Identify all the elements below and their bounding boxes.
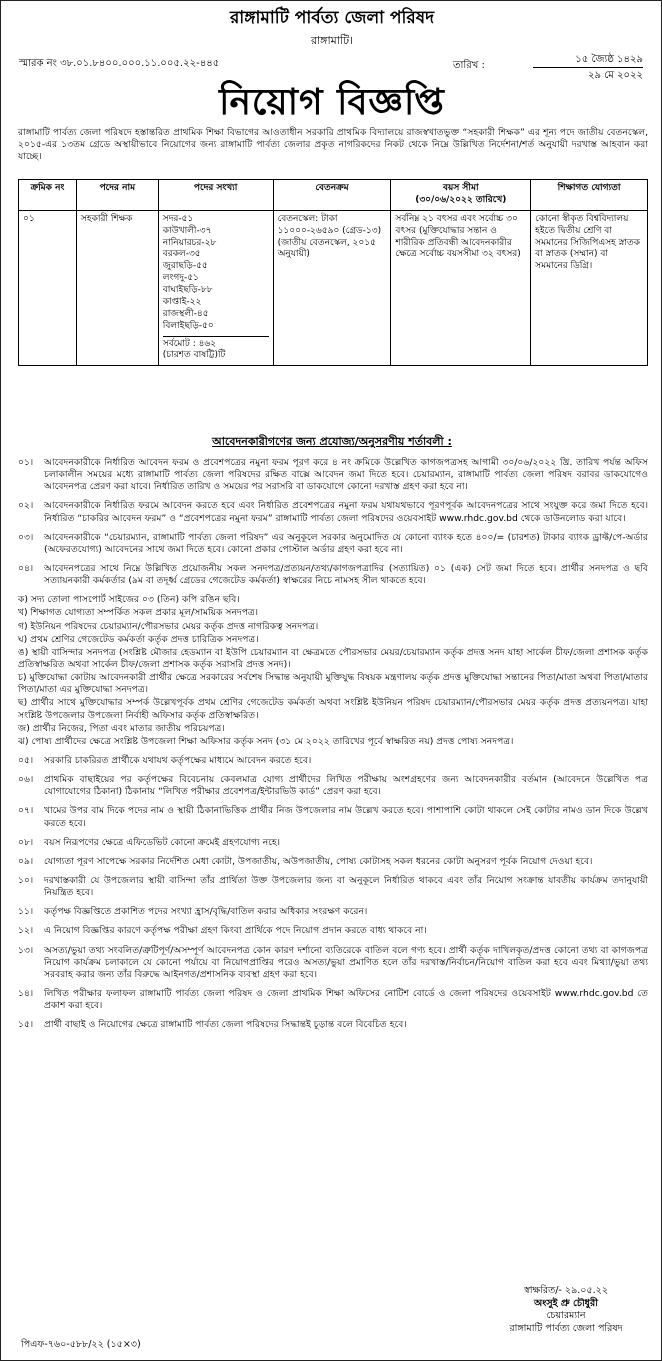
condition-number: ০১।: [18, 457, 34, 468]
date-english: ২৯ মে ২০২২: [588, 70, 643, 81]
count-line: বাঘাইছড়ি-৮৮: [162, 285, 213, 295]
signature-block: [481, 1285, 651, 1335]
condition-number: ০২।: [18, 500, 34, 512]
condition-text: খামের উপর বাম দিকে পদের নাম ও স্থায়ী ঠিকানাভিত্তিক প্রার্থীর নিজ উপজেলার নাম উল্লেখ করতে হবে। পাশাপাশি কোটা থাকলে সেই কোটার নামও ডান দিকে উল্লেখ করতে হবে।: [44, 805, 648, 829]
col-count: পদের সংখ্যা: [158, 180, 273, 211]
sub-item: জ) প্রার্থীর নিজের, পিতা এবং মাতার জাতীয় পরিচয়পত্র।: [18, 722, 225, 734]
condition-item: [18, 837, 648, 849]
condition-item: [18, 755, 648, 767]
col-age: [391, 180, 531, 211]
notice-title: নিয়োগ বিজ্ঞপ্তি: [219, 81, 445, 123]
signatory-office: রাঙ্গামাটি পার্বত্য জেলা পরিষদ: [509, 1322, 623, 1334]
condition-item: [18, 563, 648, 587]
conditions-title: আবেদনকারীগণের জন্য প্রযোজ্য/অনুসরণীয় শর্তাবলী :: [212, 435, 452, 448]
condition-text: অসত্য/ভুয়া তথ্য সংবলিত/ত্রুটিপূর্ণ/অসম্পূর্ণ আবেদনপত্র কোন কারণ দর্শানো ব্যতিরেকে বাতিল বলে গণ্য হবে। প্রার্থী কর্তৃক দাখিলকৃত/প্রদত্ত কোনো তথ্য বা কাগজপত্র নিয়োগ কার্যক্রম চলাকালে যে কোনো পর্যায়ে বা নিয়োগপ্রাপ্তির পরেও অসত্য/ভুয়া প্রমাণিত হলে তাঁর দরখাস্ত/নির্বাচন/নিয়োগ বাতিল করা হবে এবং মিথ্যা/ভুয়া তথ্য সরবরাহ করার জন্য তাঁর বিরুদ্ধে আইনগত/প্রশাসনিক ব্যবস্থা গ্রহণ করা হবে।: [44, 944, 648, 980]
count-line: নানিয়ারচর-২৮: [162, 237, 217, 248]
condition-text: দরখাস্তকারী যে উপজেলার স্থায়ী বাসিন্দা তাঁর প্রার্থিতা উক্ত উপজেলার জন্য বা অনুকূলে নির্ধারিত থাকবে এবং তাঁর নিয়োগ সংক্রান্ত যাবতীয় কার্যক্রম তদানুযায়ী নিয়ন্ত্রিত হবে।: [44, 874, 648, 899]
date-bangla: ১৫ জ্যৈষ্ঠ ১৪২৯: [533, 53, 643, 68]
count-total-block: [163, 336, 269, 363]
condition-text: প্রার্থী বাছাই ও নিয়োগের ক্ষেত্রে রাঙ্গামাটি পার্বত্য জেলা পরিষদের সিদ্ধান্তই চূড়ান্ত বলে বিবেচিত হবে।: [44, 1019, 407, 1031]
signed-date: স্বাক্ষরিত/- ২৯.০৫.২২: [523, 1285, 609, 1296]
col-salary: বেতনক্রম: [273, 180, 391, 211]
col-serial: ক্রমিক নং: [19, 180, 77, 211]
condition-item: [18, 988, 648, 1012]
condition-text: সরকারি চাকরিরত প্রার্থীকে যথাযথ কর্তৃপক্ষের মাধ্যমে আবেদন করতে হবে।: [44, 754, 312, 766]
signatory-name: অংসুই প্রু চৌধুরী: [534, 1297, 598, 1309]
condition-number: ০৭।: [18, 805, 34, 817]
condition-item: [18, 906, 648, 918]
condition-text: যোগ্যতা পূরণ সাপেক্ষে সরকার নির্দেশিত মেধা কোটা, উপজাতীয়, অউপজাতীয়, পোষ্য কোটাসহ সকল ধরনের কোটা অনুসরণ পূর্বক নিয়োগ দেওয়া হবে।: [44, 855, 593, 867]
sub-item: ঙ) স্থায়ী বাসিন্দার সনদপত্র (সংশ্লিষ্ট মৌজার হেডম্যান বা ইউপি চেয়ারম্যান বা ক্ষেত্রমতে পৌরসভার মেয়র/চেয়ারম্যান কর্তৃক প্রদত্ত সনদ যাহা সার্কেল চীফ/জেলা প্রশাসক কর্তৃক প্রতিস্বাক্ষরিত অথবা সার্কেল চীফ/জেলা প্রশাসক কর্তৃক সরাসরি প্রদত্ত সনদ)।: [18, 646, 648, 670]
condition-item: [18, 774, 648, 798]
sub-item: ক) সদ্য তোলা পাসপোর্ট সাইজের ০৩ (তিন) কপি রঙিন ছবি।: [18, 594, 240, 606]
table-row: [19, 210, 648, 366]
condition-item: [18, 457, 648, 493]
condition-number: ১০।: [18, 874, 34, 886]
condition-number: ০৫।: [18, 754, 34, 766]
sub-item: ছ) প্রার্থীর সাথে মুক্তিযোদ্ধার সম্পর্ক উল্লেখপূর্বক প্রথম শ্রেণির গেজেটেড কর্মকর্তা অথবা সংশ্লিষ্ট ইউনিয়ন পরিষদ চেয়ারম্যান/পৌরসভার মেয়র কর্তৃক প্রদত্ত প্রত্যয়নপত্র। যাহা সংশ্লিষ্ট উপজেলার উপজেলা নির্বাহী অফিসার কর্তৃক প্রতিস্বাক্ষরিত।: [18, 697, 648, 721]
condition-text: প্রাথমিক বাছাইয়ের পর কর্তৃপক্ষের বিবেচনায় কেবলমাত্র যোগ্য প্রার্থীদের লিখিত পরীক্ষায় অংশগ্রহণের জন্য আবেদনকারীর বর্তমান (আবেদনে উল্লেখিত পত্র যোগাযোগের ঠিকানা) ঠিকানায় “লিখিত পরীক্ষার প্রবেশপত্র/ইন্টারভিউ কার্ড” প্রেরণ করা হবে।: [44, 774, 648, 798]
count-line: বিলাইছড়ি-৫০: [162, 320, 214, 331]
intro-paragraph: রাঙ্গামাটি পার্বত্য জেলা পরিষদে হস্তান্তরিত প্রাথমিক শিক্ষা বিভাগের আওতাধীন সরকারি প্রাথমিক বিদ্যালয়ে রাজস্বখাতভুক্ত “সহকারী শিক্ষক” এর শূন্য পদে জাতীয় বেতনস্কেল, ২০১৫-এর ১৩তম গ্রেডে অস্থায়ীভাবে নিয়োগের জন্য রাঙ্গামাটি পার্বত্য জেলার প্রকৃত নাগরিকদের নিকট থেকে নিম্নে উল্লিখিত নির্দেশনা/শর্ত অনুযায়ী দরখাস্ত আহবান করা যাচ্ছে।: [18, 127, 648, 163]
condition-text: বয়স নিরূপণের ক্ষেত্রে এফিডেভিট কোনো ক্রমেই গ্রহণযোগ্য নহে।: [44, 836, 281, 848]
date-label: তারিখ :: [453, 60, 485, 71]
condition-item: [18, 1019, 648, 1031]
condition-item: [18, 945, 648, 981]
count-total-words: (চারশত বাষট্টি)টি: [162, 350, 226, 361]
cell-post: সহকারী শিক্ষক: [76, 210, 158, 366]
cell-count: [158, 210, 273, 366]
sub-item: ঘ) প্রথম শ্রেণির গেজেটেড কর্মকর্তা কর্তৃক প্রদত্ত চারিত্রিক সনদপত্র।: [18, 633, 259, 645]
table-header-row: [19, 180, 648, 211]
condition-item: [18, 875, 648, 899]
condition-number: ১২।: [18, 925, 34, 937]
count-line: বরকল-৩৫: [162, 249, 201, 260]
conditions-list: [18, 457, 648, 1038]
condition-number: ১১।: [18, 906, 34, 918]
condition-number: ০৮।: [18, 836, 34, 848]
count-line: কাপ্তাই-২২: [162, 296, 202, 307]
condition-number: ০৯।: [18, 855, 34, 867]
condition-number: ০৬।: [18, 774, 34, 786]
organization-name: রাঙ্গামাটি পার্বত্য জেলা পরিষদ: [229, 8, 435, 28]
condition-number: ১৩।: [18, 944, 34, 956]
cell-serial: ০১: [19, 210, 77, 366]
sub-item: ঝ) পোষ্য প্রার্থীদের ক্ষেত্রে সংশ্লিষ্ট উপজেলা শিক্ষা অফিসার কর্তৃক সনদ (৩১ মে ২০২২ তারিখের পূর্বে স্বাক্ষরিত নয়) প্রদত্ত পোষ্য সনদপত্র।: [18, 735, 514, 747]
count-total: সর্বমোট : ৪৬২: [162, 338, 217, 349]
signatory-designation: চেয়ারম্যান: [546, 1310, 586, 1322]
col-age-title: বয়স সীমা: [443, 183, 479, 193]
condition-item: [18, 500, 648, 524]
sub-item: গ) ইউনিয়ন পরিষদের চেয়ারম্যান/পৌরসভার মেয়র কর্তৃক প্রদত্ত নাগরিকত্ব সনদপত্র।: [18, 620, 319, 632]
condition-number: ১৫।: [18, 1019, 34, 1031]
condition-text: আবেদনকারীকে নির্ধারিত ফরমে আবেদন করতে হবে এবং নির্ধারিত প্রবেশপত্রের নমুনা ফরম যথাযথভাবে পূরণপূর্বক আবেদনপত্রের সাথে সংযুক্ত করে জমা দিতে হবে। নির্ধারিত “চাকরির আবেদন ফরম” ও “প্রবেশপত্রের নমুনা ফরম” রাঙ্গামাটি পার্বত্য জেলা পরিষদের ওয়েবসাইট www.rhdc.gov.bd থেকে ডাউনলোড করা যাবে।: [44, 500, 648, 524]
condition-number: ১৪।: [18, 987, 34, 999]
col-post: পদের নাম: [76, 180, 158, 211]
condition-item: [18, 805, 648, 829]
count-line: রাজস্থলী-৪৫: [162, 308, 209, 319]
post-table: [18, 179, 648, 366]
condition-item: [18, 856, 648, 868]
count-line: জুরাছড়ি-৫৫: [162, 261, 208, 272]
condition-text: লিখিত পরীক্ষার ফলাফল রাঙ্গামাটি পার্বত্য জেলা পরিষদ ও জেলা প্রাথমিক শিক্ষা অফিসের নোটিশ বোর্ডে ও জেলা পরিষদের ওয়েবসাইট www.rhdc.gov.bd তে প্রকাশ করা হবে।: [44, 987, 648, 1012]
col-education: শিক্ষাগত যোগ্যতা: [531, 180, 648, 211]
organization-location: রাঙ্গামাটি।: [310, 34, 354, 47]
sub-item: খ) শিক্ষাগত যোগ্যতা সম্পর্কিত সকল প্রকার মূল/সাময়িক সনদপত্র।: [18, 607, 259, 619]
sub-item: চ) মুক্তিযোদ্ধা কোটায় আবেদনকারী প্রার্থীর ক্ষেত্রে সরকারের সর্বশেষ সিদ্ধান্ত অনুযায়ী মুক্তিযুদ্ধ বিষয়ক মন্ত্রণালয় কর্তৃক প্রদত্ত মুক্তিযোদ্ধা সন্তানের পিতা/মাতা অথবা পিতা/মাতার পিতা/মাতা এর মুক্তিযোদ্ধা সনদপত্র।: [18, 672, 648, 696]
cell-salary: বেতনস্কেল: টাকা ১১০০০-২৬৫৯০ (গ্রেড-১৩) (জাতীয় বেতনস্কেল, ২০১৫ অনুযায়ী): [273, 210, 391, 366]
count-line: সদর-৫১: [162, 213, 194, 224]
condition-text: আবেদনকারীকে নির্ধারিত আবেদন ফরম ও প্রবেশপত্রের নমুনা ফরম পূরণ করে ৪ নং ক্রমিকে উল্লেখিত কাগজপত্রসহ আগামী ৩০/০৬/২০২২ খ্রি. তারিখ পর্যন্ত অফিস চলাকালীন সময়ের মধ্যে রাঙ্গামাটি পার্বত্য জেলা পরিষদের রক্ষিত বাক্সে আবেদন জমা দিতে হবে। চেয়ারম্যান, রাঙ্গামাটি পার্বত্য জেলা পরিষদ বরাবর ডাকযোগেও আবেদনপত্র প্রেরণ করা যাবে। নির্ধারিত তারিখ ও সময়ের পর সরাসরি বা ডাকযোগে কোনো দরখাস্ত গ্রহণ করা হবে না।: [44, 457, 648, 493]
condition-number: ০৪।: [18, 562, 34, 574]
col-age-sub: (৩০/০৬/২০২২ তারিখে): [415, 194, 507, 205]
condition-text: আবেদনপত্রের সাথে নিম্নে উল্লিখিত প্রয়োজনীয় সকল সনদপত্র/প্রত্যয়ন/তথ্য/কাগজপত্রাদির (সত্যায়িত) ০১ (এক) সেট জমা দিতে হবে। প্রার্থীর সনদপত্র ও ছবি সত্যায়নকারী কর্মকর্তার (৯ম বা তদূর্ধ্ব গ্রেডের গেজেটেড কর্মকর্তা) স্বাক্ষরের নিচে নামসহ সীল থাকতে হবে।: [44, 562, 648, 587]
condition-text: কর্তৃপক্ষ বিজ্ঞপ্তিতে প্রকাশিত পদের সংখ্যা হ্রাস/বৃদ্ধি/বাতিল করার অধিকার সংরক্ষণ করেন।: [44, 906, 368, 918]
condition-text: এ নিয়োগ বিজ্ঞপ্তির কারণে কর্তৃপক্ষ পরীক্ষা গ্রহণ কিংবা প্রার্থিকে পদে নিয়োগ প্রদান করতে বাধ্য থাকবে না।: [44, 925, 427, 937]
condition-number: ০৩।: [18, 531, 34, 543]
condition-text: আবেদনকারীকে “চেয়ারম্যান, রাঙ্গামাটি পার্বত্য জেলা পরিষদ” এর অনুকূলে সরকার অনুমোদিত যে কোনো ব্যাংক হতে ৪০০/= (চারশত) টাকার ব্যাংক ড্রাফ্ট/পে-অর্ডার (অফেরতযোগ্য) আবেদনের সাথে জমা দিতে হবে। কোনো প্রকার পোস্টাল অর্ডার গ্রহণ করা হবে না।: [44, 531, 648, 555]
condition-item: [18, 925, 648, 937]
cell-education: কোনো স্বীকৃত বিশ্ববিদ্যালয় হইতে দ্বিতীয় শ্রেণি বা সমমানের সিজিপিএসহ স্নাতক বা স্নাতক (সম্মান) বা সমমানের ডিগ্রি।: [531, 210, 648, 366]
document-sublist: [18, 594, 648, 748]
count-line: লংগদু-৫১: [162, 273, 199, 284]
condition-item: [18, 532, 648, 556]
count-line: কাউখালী-৩৭: [162, 225, 212, 236]
publication-reference: পিএফ-৭৬০-৫৮৮/২২ (১৫×৩): [21, 1339, 141, 1350]
memo-number: স্মারক নং ৩৮.০১.৮৪০০.০০০.১১.০০৫.২২-৪৪৫: [19, 58, 220, 69]
cell-age: সর্বনিম্ন ২১ বৎসর এবং সর্বোচ্চ ৩০ বৎসর (মুক্তিযোদ্ধার সন্তান ও শারীরিক প্রতিবন্ধী আবেদনকারীর ক্ষেত্রে সর্বোচ্চ বয়সসীমা ৩২ বৎসর): [391, 210, 531, 366]
